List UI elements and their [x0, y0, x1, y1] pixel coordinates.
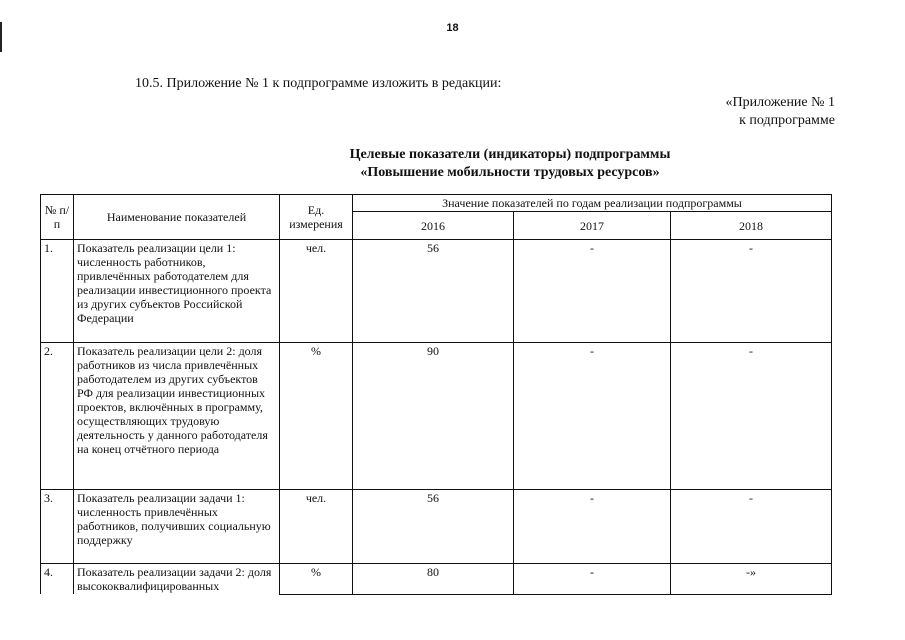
- header-years-group: Значение показателей по годам реализации подпрограммы: [353, 195, 832, 212]
- row-value-2018: -: [671, 343, 832, 490]
- row-indicator-name: Показатель реализации задачи 1: численность привлечённых работников, получивших социальную поддержку: [74, 490, 280, 564]
- table-row: [41, 343, 832, 490]
- appendix-line-1: «Приложение № 1: [725, 95, 835, 110]
- row-value-2017: -: [514, 343, 671, 490]
- indicators-table: [40, 194, 832, 595]
- row-unit: чел.: [280, 240, 353, 343]
- row-indicator-name: Показатель реализации цели 2: доля работников из числа привлечённых работодателем из других субъектов РФ для реализации инвестиционных проектов, включённых в программу, осуществляющих трудовую деятельность у данного работодателя на конец отчётного периода: [74, 343, 280, 490]
- header-year-2016: 2016: [353, 212, 514, 240]
- header-name: Наименование показателей: [74, 195, 280, 240]
- header-number: № п/п: [41, 195, 74, 240]
- row-value-2018: -: [671, 490, 832, 564]
- row-value-2017: -: [514, 564, 671, 595]
- row-value-2016: 56: [353, 240, 514, 343]
- row-value-2018: -: [671, 240, 832, 343]
- title-line-1: Целевые показатели (индикаторы) подпрограммы: [349, 147, 671, 162]
- row-value-2016: 90: [353, 343, 514, 490]
- row-unit: %: [280, 343, 353, 490]
- row-value-2017: -: [514, 490, 671, 564]
- table-row: [41, 564, 832, 595]
- table-title: [0, 146, 905, 182]
- header-unit: Ед. измерения: [280, 195, 353, 240]
- row-indicator-name: Показатель реализации задачи 2: доля высококвалифицированных: [74, 564, 280, 595]
- row-number: 2.: [41, 343, 74, 490]
- table-header: [41, 195, 832, 240]
- page-number: 18: [446, 22, 459, 34]
- appendix-reference: [726, 94, 836, 130]
- row-value-2017: -: [514, 240, 671, 343]
- appendix-line-2: к подпрограмме: [739, 113, 835, 128]
- row-value-2018: -»: [671, 564, 832, 595]
- row-number: 3.: [41, 490, 74, 564]
- row-unit: чел.: [280, 490, 353, 564]
- header-year-2017: 2017: [514, 212, 671, 240]
- row-indicator-name: Показатель реализации цели 1: численность работников, привлечённых работодателем для реализации инвестиционного проекта из других субъектов Российской Федерации: [74, 240, 280, 343]
- intro-paragraph: 10.5. Приложение № 1 к подпрограмме изложить в редакции:: [135, 76, 502, 91]
- table-row: [41, 490, 832, 564]
- title-line-2: «Повышение мобильности трудовых ресурсов»: [360, 165, 660, 180]
- table-row: [41, 240, 832, 343]
- row-number: 4.: [41, 564, 74, 595]
- row-value-2016: 56: [353, 490, 514, 564]
- row-number: 1.: [41, 240, 74, 343]
- row-value-2016: 80: [353, 564, 514, 595]
- row-unit: %: [280, 564, 353, 595]
- header-year-2018: 2018: [671, 212, 832, 240]
